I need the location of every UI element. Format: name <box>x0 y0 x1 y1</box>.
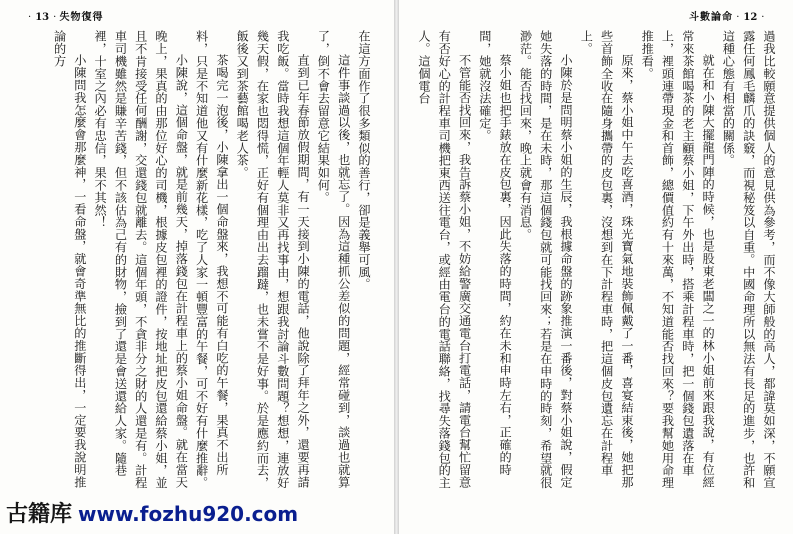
right-page-body <box>413 30 779 490</box>
right-page-title: 斗數論命 <box>689 12 733 23</box>
paragraph: 茶喝完一泡後，小陳拿出一個命盤來，我想不可能有白吃的午餐，果真不出所料，只是不知道他又有什麼新花樣，吃了人家一頓豐富的午餐，可不好有什麼推辭。 <box>194 30 229 489</box>
left-page-body <box>38 30 374 490</box>
paragraph: 蔡小姐也把手錶放在皮包裏，因此失落的時間，約在未和申時左右，正確的時間，她就沒法確定。 <box>477 30 513 476</box>
paragraph: 小陳於是問明蔡小姐的生辰，我根據命盤的跡象推演一番後，對蔡小姐說，假定她失落的時間，是在未時，那這個錢包就可能找回來；若是在申時的時刻，希望就很渺茫。能否找回來，晚上就會有消息。 <box>518 30 574 489</box>
paragraph: 就在和小陳大擺龍門陣的時候，也是股東老闆之一的林小姐前來跟我說，有位經常來茶館喝茶的老主顧蔡小姐，下午外出時，搭乘計程車時，把一個錢包遺落在車上，裡頭連帶現金和首飾，總價值約有十來萬，不知道能否找回來？要我幫她用命理推推看。 <box>640 30 716 489</box>
paragraph: 不管能否找回來，我告訴蔡小姐，不妨給警廣交通電台打電話，請電台幫忙留意有否好心的計程車司機把東西送往電台，或經由電台的電話聯絡，找尋失落錢包的主人。這個電台 <box>416 30 472 489</box>
paragraph: 原來，蔡小姐中午去吃喜酒，珠光寶氣地裝飾佩戴了一番，喜宴結束後，她把那些首飾全收在隨身攜帶的皮包裏，沒想到在下計程車時，把這個皮包遺忘在計程車上。 <box>579 30 634 489</box>
paragraph: 這件事談過以後，也就忘了。因為這種抓公差似的問題，經常碰到，談過也就算了，倒不會去留意它結果如何。 <box>316 30 351 489</box>
watermark-site-name: 古籍库 <box>6 502 73 527</box>
paragraph: 小陳說，這個命盤，就是前幾天，掉落錢包在計程車上的蔡小姐命盤。就在當天晚上，果真的由那位好心的司機，根據皮包裡的證件，按地址把皮包還給蔡小姐，並且不肯接受任何酬謝，交還錢包就離去。這個年頭，不貪非分之財的人還是有。計程車司機雖然是賺辛苦錢，但不該估為己有的財物，撿到了還是會送還給人家。隨巷裡，十室之內必有忠信，果不其然！ <box>93 30 189 489</box>
paragraph: 在這方面作了很多類似的善行，卻是義舉可風。 <box>357 30 371 291</box>
paragraph: 小陳問我怎麼會那麼神，一看命盤，就會奇準無比的推斷得出，一定要我說明推論的方 <box>52 30 87 489</box>
watermark-url: www.fozhu920.com <box>78 502 299 526</box>
left-page <box>0 0 394 534</box>
left-page-header: · 13 · 失物復得 <box>28 12 104 23</box>
left-page-title: 失物復得 <box>59 12 104 23</box>
right-page <box>399 0 793 534</box>
watermark <box>0 494 306 534</box>
paragraph: 直到已年春節放假期間，有一天接到小陳的電話，他說除了拜年之外，還要再請我吃飯。當時我想這個年輕人莫非又再找事由，想跟我討論斗數問題？想想，連放好幾天假，在家也悶得慌，正好有個理由出去蹓躂，也未嘗不是好事。於是應約而去，飯後又到茶藝館喝老人茶。 <box>235 30 311 489</box>
left-page-number: 13 <box>35 12 50 23</box>
paragraph: 過我比較願意提供個人的意見供為參考，而不像大師般的高人，都諱莫如深，不願宣露任何鳳毛麟爪的訣竅，而視秘笈以自重。中國命理所以無法有長足的進步，也許和這種心態有相當的關係。 <box>721 30 776 489</box>
right-page-number: 12 <box>743 12 758 23</box>
right-page-header: 斗數論命 · 12 · <box>689 12 765 23</box>
